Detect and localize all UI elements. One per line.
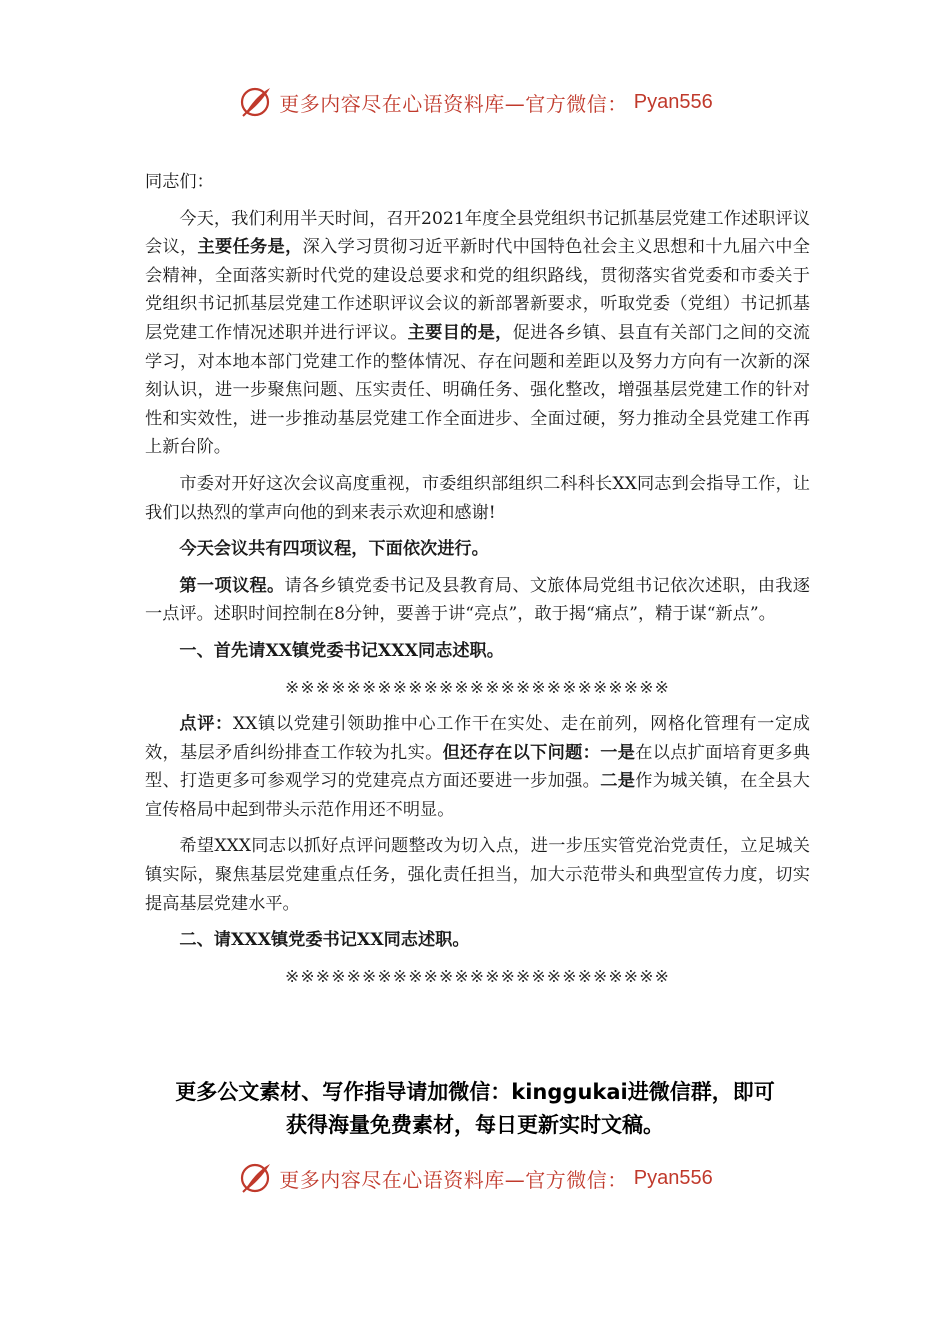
issues-label: 但还存在以下问题： <box>442 742 601 763</box>
quill-logo-icon <box>237 1160 273 1196</box>
second-issue-text: 作为城关镇，在全县大宣传格局中起到带头示范作用还不明显。 <box>145 771 810 820</box>
agenda-item-1-text: 请各乡镇党委书记及县教育局、文旅体局党组书记依次述职，由我逐一点评。述职时间控制在8分钟，要善于讲“亮点”，敢于揭“痛点”，精于谋“新点”。 <box>145 575 810 625</box>
main-purpose-label: 主要目的是， <box>407 322 513 343</box>
comment-label: 点评： <box>179 714 233 735</box>
comment-paragraph <box>145 710 810 824</box>
header-site-id: Pyan556 <box>633 90 713 113</box>
footer-banner <box>0 1158 950 1198</box>
hope-paragraph: 希望XXX同志以抓好点评问题整改为切入点，进一步压实管党治党责任，立足城关镇实际，聚焦基层党建重点任务，强化责任担当，加大示范带头和典型宣传力度，切实提高基层党建水平。 <box>145 836 810 914</box>
opening-text-3: 促进各乡镇、县直有关部门之间的交流学习，对本地本部门党建工作的整体情况、存在问题和差距以及努力方向有一次新的深刻认识，进一步聚焦问题、压实责任、明确任务、强化整改，增强基层党建工作的针对性和实效性，进一步推动基层党建工作全面进步、全面过硬，努力推动全县党建工作再上新台阶。 <box>145 322 810 458</box>
agenda-item-1-label: 第一项议程。 <box>179 575 285 596</box>
promo-line-1: 更多公文素材、写作指导请加微信：kinggukai进微信群，即可 <box>175 1080 775 1104</box>
main-task-label: 主要任务是， <box>197 237 303 258</box>
salutation: 同志们： <box>145 172 214 192</box>
footer-site-id: Pyan556 <box>633 1166 713 1189</box>
promo-line-2: 获得海量免费素材，每日更新实时文稿。 <box>286 1113 664 1137</box>
first-issue-text: 在以点扩面培育更多典型、打造更多可参观学习的党建亮点方面还要进一步加强。 <box>145 742 810 792</box>
opening-text-2: 深入学习贯彻习近平新时代中国特色社会主义思想和十九届六中全会精神，全面落实新时代党的建设总要求和党的组织路线，贯彻落实省党委和市委关于党组织书记抓基层党建工作述职评议会议的新部署新要求，听取党委（党组）书记抓基层党建工作情况述职并进行评议。 <box>145 237 810 343</box>
second-issue-label: 二是 <box>600 771 636 792</box>
footer-site-text: 更多内容尽在心语资料库—官方微信： <box>279 1167 628 1192</box>
section-1-divider: ※※※※※※※※※※※※※※※※※※※※※※※※※ <box>284 677 671 698</box>
section-2-divider: ※※※※※※※※※※※※※※※※※※※※※※※※※ <box>284 966 671 987</box>
section-1-heading: 一、首先请XX镇党委书记XXX同志述职。 <box>179 640 504 661</box>
section-2-heading: 二、请XXX镇党委书记XX同志述职。 <box>179 930 470 951</box>
opening-paragraph <box>145 205 810 462</box>
agenda-intro: 今天会议共有四项议程，下面依次进行。 <box>179 539 489 560</box>
welcome-paragraph: 市委对开好这次会议高度重视，市委组织部组织二科科长XX同志到会指导工作，让我们以热烈的掌声向他的到来表示欢迎和感谢! <box>145 473 810 523</box>
promo-block <box>120 1076 830 1142</box>
comment-text: XX镇以党建引领助推中心工作干在实处、走在前列，网格化管理有一定成效，基层矛盾纠纷排查工作较为扎实。 <box>145 714 810 763</box>
header-site-text: 更多内容尽在心语资料库—官方微信： <box>279 91 628 116</box>
header-banner <box>0 82 950 122</box>
agenda-item-1 <box>145 572 810 629</box>
document-body <box>145 168 810 991</box>
quill-logo-icon <box>237 84 273 120</box>
first-issue-label: 一是 <box>600 742 636 763</box>
opening-text-1: 今天，我们利用半天时间，召开2021年度全县党组织书记抓基层党建工作述职评议会议， <box>145 208 810 258</box>
